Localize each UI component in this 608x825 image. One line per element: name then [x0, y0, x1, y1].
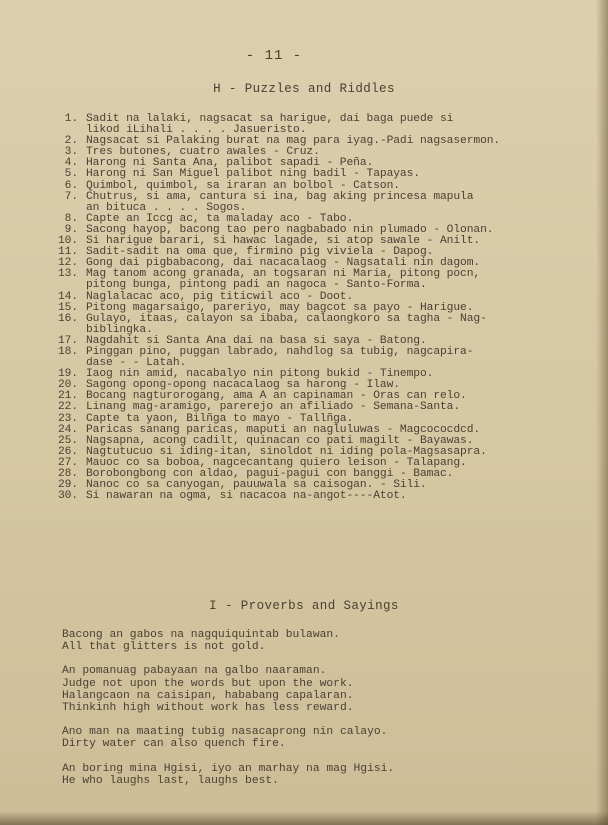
riddle-text: Nagdahit si Santa Ana dai na basa si saya - Batong.: [86, 334, 427, 347]
riddle-text: Harong ni Santa Ana, palibot sapadi - Peña.: [86, 157, 374, 170]
proverb-line: Halangcaon na caisipan, hababang capalaran.: [62, 689, 354, 702]
riddle-number: 21.: [57, 390, 78, 403]
riddle-text: Harong ni San Miguel palibot ning badil - Tapayas.: [86, 168, 420, 181]
riddle-item: [54, 169, 594, 180]
riddle-text: Gong dai pigbabacong, dai nacacalaog - Nagsatali nin dagom.: [86, 257, 481, 270]
proverb-line: An boring mina Hgisi, iyo an marhay na mag Hgisi.: [62, 762, 395, 775]
proverb-group: [62, 726, 592, 750]
riddle-number: 14.: [57, 290, 78, 303]
riddles-list: [54, 114, 594, 502]
riddle-text: Si harigue barari, si hawac lagade, si atop sawale - Anilt.: [86, 235, 481, 248]
proverbs-list: [62, 629, 592, 799]
riddle-text: Linang mag-aramigo, parerejo an afiliado - Semana-Santa.: [86, 401, 461, 414]
proverb-group: [62, 665, 592, 714]
riddle-number: 19.: [57, 368, 78, 381]
riddle-text: Pitong magarsaigo, pareriyo, may bagcot sa payo - Harigue.: [86, 301, 474, 314]
riddle-text: Paricas sanang paricas, maputi an nagluluwas - Magcococdcd.: [86, 423, 481, 436]
riddle-number: 8.: [64, 212, 78, 225]
riddle-number: 2.: [64, 135, 78, 148]
page-bottom-shadow: [0, 811, 608, 825]
riddle-number: 25.: [57, 434, 78, 447]
riddle-number: 7.: [64, 190, 78, 203]
riddle-text: Chutrus, si ama, cantura si ina, bag aking princesa mapula: [86, 190, 474, 203]
proverb-line: He who laughs last, laughs best.: [62, 774, 279, 787]
riddle-text: Quimbol, quimbol, sa iraran an bolbol - Catson.: [86, 179, 400, 192]
riddle-number: 5.: [64, 168, 78, 181]
riddle-number: 20.: [57, 379, 78, 392]
riddle-item: [54, 402, 594, 413]
riddle-item: [54, 181, 594, 192]
riddle-text: Tres butones, cuatro awales - Cruz.: [86, 146, 320, 159]
riddle-text: Nagsacat si Palaking burat na mag para iyag.-Padi nagsasermon.: [86, 135, 501, 148]
riddle-number: 23.: [57, 412, 78, 425]
proverb-line: Ano man na maating tubig nasacaprong nin calayo.: [62, 726, 388, 739]
riddle-text-continued: pitong bunga, pintong padi an nagoca - Santo-Forma.: [86, 279, 427, 292]
riddle-number: 15.: [57, 301, 78, 314]
proverb-line: An pomanuag pabayaan na galbo naaraman.: [62, 665, 327, 678]
riddle-number: 16.: [57, 312, 78, 325]
riddle-text: Sadit-sadit na oma que, firmino pig viviela - Dapog.: [86, 246, 434, 259]
riddle-text-continued: an bituca . . . . Sogos.: [86, 201, 247, 214]
riddle-text: Borobongbong con aldao, pagui-pagui con banggi - Bamac.: [86, 468, 454, 480]
section-i-heading: I - Proverbs and Sayings: [209, 599, 399, 613]
riddle-number: 28.: [57, 468, 78, 480]
proverb-group: [62, 629, 592, 653]
section-h-heading: H - Puzzles and Riddles: [213, 82, 395, 96]
riddle-number: 12.: [57, 257, 78, 270]
riddle-text: Nagtutucuo si iding-itan, sinoldot ni iding pola-Magsasapra.: [86, 445, 487, 458]
riddle-text: Bocang nagturorogang, ama A an capinaman - Oras can relo.: [86, 390, 467, 403]
riddle-item: [54, 414, 594, 425]
riddle-number: 18.: [57, 345, 78, 358]
riddle-number: 13.: [57, 268, 78, 281]
riddle-text: Iaog nin amid, nacabalyo nin pitong bukid - Tinempo.: [86, 368, 434, 381]
proverb-group: [62, 763, 592, 787]
riddle-number: 4.: [64, 157, 78, 170]
riddle-number: 6.: [64, 179, 78, 192]
riddle-item: [54, 292, 594, 303]
riddle-number: 24.: [57, 423, 78, 436]
riddle-text: Sadit na lalaki, nagsacat sa harigue, dai baga puede si: [86, 113, 454, 125]
riddle-number: 22.: [57, 401, 78, 414]
riddle-number: 17.: [57, 334, 78, 347]
riddle-text: Mauoc co sa boboa, nagcecantang quiero leison - Talapang.: [86, 456, 467, 469]
riddle-text: Capte ta yaon, Bilñga to mayo - Tallñga.: [86, 412, 354, 425]
riddle-item: [54, 491, 594, 502]
proverb-line: Bacong an gabos na nagquiquintab bulawan.: [62, 629, 340, 641]
page-edge-shadow: [596, 0, 608, 825]
riddle-number: 11.: [57, 246, 78, 259]
riddle-text: Capte an Iccg ac, ta maladay aco - Tabo.: [86, 212, 354, 225]
proverb-line: Judge not upon the words but upon the work.: [62, 677, 354, 690]
riddle-text: Sacong hayop, bacong tao pero nagbabado nin plumado - Olonan.: [86, 223, 494, 236]
riddle-number: 3.: [64, 146, 78, 159]
riddle-text: Nagsapna, acong cadilt, quinacan co pati magilt - Bayawas.: [86, 434, 474, 447]
page-number: - 11 -: [245, 48, 303, 64]
riddle-text: Mag tanom acong granada, an togsaran ni Maria, pitong pocn,: [86, 268, 481, 281]
riddle-text: Sagong opong-opong nacacalaog sa harong - Ilaw.: [86, 379, 400, 392]
riddle-number: 1.: [64, 113, 78, 125]
riddle-text-continued: biblingka.: [86, 323, 153, 336]
proverb-line: Dirty water can also quench fire.: [62, 738, 286, 751]
riddle-text: Si nawaran na ogma, si nacacoa na-angot----Atot.: [86, 490, 407, 503]
riddle-text: Naglalacac aco, pig titicwil aco - Doot.: [86, 290, 354, 303]
riddle-text: Gulayo, itaas, calayon sa ibaba, calaongkoro sa tagha - Nag-: [86, 312, 487, 325]
proverb-line: Thinkinh high without work has less reward.: [62, 701, 354, 714]
riddle-text-continued: dase - - Latah.: [86, 357, 187, 370]
riddle-text-continued: likod iLihali . . . . Jasueristo.: [86, 124, 307, 137]
riddle-number: 27.: [57, 456, 78, 469]
riddle-number: 30.: [57, 490, 78, 503]
riddle-number: 26.: [57, 445, 78, 458]
riddle-text: Pinggan pino, puggan labrado, nahdlog sa tubig, nagcapira-: [86, 345, 474, 358]
riddle-number: 9.: [64, 223, 78, 236]
riddle-number: 29.: [57, 479, 78, 492]
riddle-text: Nanoc co sa canyogan, pauuwala sa caisogan. - Sili.: [86, 479, 427, 492]
proverb-line: All that glitters is not gold.: [62, 641, 266, 654]
riddle-number: 10.: [57, 235, 78, 248]
